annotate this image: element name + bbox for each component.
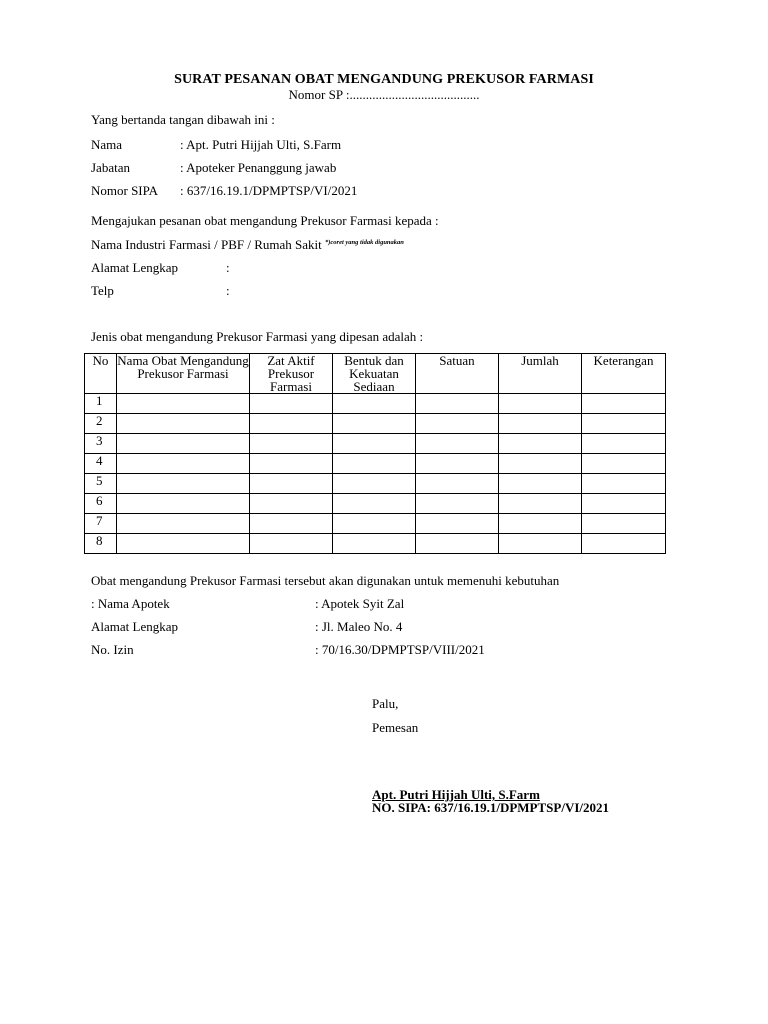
cell-nama-obat[interactable] — [117, 454, 250, 474]
cell-satuan[interactable] — [416, 454, 499, 474]
row-number: 8 — [85, 534, 117, 554]
signature-place: Palu, — [372, 696, 399, 711]
table-row — [85, 394, 666, 414]
table-row — [85, 494, 666, 514]
header-no: No — [85, 354, 117, 394]
cell-nama-obat[interactable] — [117, 534, 250, 554]
signature-role: Pemesan — [372, 720, 419, 735]
row-number: 4 — [85, 454, 117, 474]
jabatan-label: Jabatan — [91, 160, 130, 175]
cell-satuan[interactable] — [416, 434, 499, 454]
cell-nama-obat[interactable] — [117, 434, 250, 454]
sipa-label: Nomor SIPA — [91, 183, 159, 198]
cell-nama-obat[interactable] — [117, 394, 250, 414]
cell-keterangan[interactable] — [582, 394, 666, 414]
apotek-value: : Apotek Syit Zal — [315, 596, 405, 611]
cell-satuan[interactable] — [416, 394, 499, 414]
cell-bentuk[interactable] — [333, 454, 416, 474]
cell-keterangan[interactable] — [582, 434, 666, 454]
cell-jumlah[interactable] — [499, 514, 582, 534]
cell-nama-obat[interactable] — [117, 514, 250, 534]
cell-keterangan[interactable] — [582, 534, 666, 554]
cell-keterangan[interactable] — [582, 454, 666, 474]
industri-label: Nama Industri Farmasi / PBF / Rumah Sakit — [91, 237, 322, 252]
usage-alamat-label: Alamat Lengkap — [91, 619, 178, 634]
header-bentuk: Bentuk dan Kekuatan Sediaan — [333, 354, 416, 394]
cell-zat-aktif[interactable] — [250, 514, 333, 534]
signature-sipa: NO. SIPA: 637/16.19.1/DPMPTSP/VI/2021 — [372, 800, 610, 815]
cell-zat-aktif[interactable] — [250, 454, 333, 474]
cell-zat-aktif[interactable] — [250, 534, 333, 554]
row-number: 6 — [85, 494, 117, 514]
telp-label: Telp — [91, 283, 114, 298]
table-row — [85, 474, 666, 494]
alamat-colon: : — [226, 260, 230, 275]
header-jumlah: Jumlah — [499, 354, 582, 394]
table-header-row — [85, 354, 666, 394]
cell-keterangan[interactable] — [582, 514, 666, 534]
cell-satuan[interactable] — [416, 514, 499, 534]
header-nama-obat: Nama Obat Mengandung Prekusor Farmasi — [117, 354, 250, 394]
intro-text: Yang bertanda tangan dibawah ini : — [91, 112, 275, 127]
izin-value: : 70/16.30/DPMPTSP/VIII/2021 — [315, 642, 485, 657]
cell-zat-aktif[interactable] — [250, 414, 333, 434]
nomor-sp: Nomor SP :........................................ — [288, 87, 480, 102]
order-table — [84, 353, 666, 554]
alamat-label: Alamat Lengkap — [91, 260, 178, 275]
cell-jumlah[interactable] — [499, 474, 582, 494]
cell-bentuk[interactable] — [333, 394, 416, 414]
row-number: 5 — [85, 474, 117, 494]
apotek-label: : Nama Apotek — [91, 596, 170, 611]
cell-jumlah[interactable] — [499, 494, 582, 514]
cell-satuan[interactable] — [416, 414, 499, 434]
cell-jumlah[interactable] — [499, 454, 582, 474]
request-intro: Mengajukan pesanan obat mengandung Prekusor Farmasi kepada : — [91, 213, 439, 228]
jabatan-value: : Apoteker Penanggung jawab — [180, 160, 337, 175]
izin-label: No. Izin — [91, 642, 134, 657]
cell-jumlah[interactable] — [499, 434, 582, 454]
row-number: 2 — [85, 414, 117, 434]
table-row — [85, 534, 666, 554]
industri-note: *)coret yang tidak digunakan — [325, 239, 404, 246]
cell-jumlah[interactable] — [499, 534, 582, 554]
cell-keterangan[interactable] — [582, 414, 666, 434]
row-number: 3 — [85, 434, 117, 454]
signature-name: Apt. Putri Hijjah Ulti, S.Farm — [372, 787, 540, 802]
header-satuan: Satuan — [416, 354, 499, 394]
header-keterangan: Keterangan — [582, 354, 666, 394]
cell-bentuk[interactable] — [333, 474, 416, 494]
cell-jumlah[interactable] — [499, 414, 582, 434]
usage-alamat-value: : Jl. Maleo No. 4 — [315, 619, 403, 634]
row-number: 1 — [85, 394, 117, 414]
cell-satuan[interactable] — [416, 474, 499, 494]
cell-satuan[interactable] — [416, 534, 499, 554]
cell-nama-obat[interactable] — [117, 414, 250, 434]
cell-bentuk[interactable] — [333, 534, 416, 554]
cell-nama-obat[interactable] — [117, 474, 250, 494]
cell-jumlah[interactable] — [499, 394, 582, 414]
cell-zat-aktif[interactable] — [250, 434, 333, 454]
table-row — [85, 454, 666, 474]
table-row — [85, 414, 666, 434]
cell-bentuk[interactable] — [333, 434, 416, 454]
table-row — [85, 514, 666, 534]
cell-nama-obat[interactable] — [117, 494, 250, 514]
cell-zat-aktif[interactable] — [250, 474, 333, 494]
cell-keterangan[interactable] — [582, 474, 666, 494]
nama-label: Nama — [91, 137, 123, 152]
usage-intro: Obat mengandung Prekusor Farmasi tersebut akan digunakan untuk memenuhi kebutuhan — [91, 573, 560, 588]
cell-keterangan[interactable] — [582, 494, 666, 514]
nama-value: : Apt. Putri Hijjah Ulti, S.Farm — [180, 137, 342, 152]
table-intro: Jenis obat mengandung Prekusor Farmasi yang dipesan adalah : — [91, 329, 424, 344]
cell-bentuk[interactable] — [333, 514, 416, 534]
table-row — [85, 434, 666, 454]
sipa-value: : 637/16.19.1/DPMPTSP/VI/2021 — [180, 183, 358, 198]
industri-line — [91, 237, 404, 253]
header-zat-aktif: Zat Aktif Prekusor Farmasi — [250, 354, 333, 394]
document-title: SURAT PESANAN OBAT MENGANDUNG PREKUSOR FARMASI — [174, 72, 594, 87]
cell-zat-aktif[interactable] — [250, 394, 333, 414]
cell-zat-aktif[interactable] — [250, 494, 333, 514]
telp-colon: : — [226, 283, 230, 298]
cell-satuan[interactable] — [416, 494, 499, 514]
cell-bentuk[interactable] — [333, 414, 416, 434]
row-number: 7 — [85, 514, 117, 534]
cell-bentuk[interactable] — [333, 494, 416, 514]
